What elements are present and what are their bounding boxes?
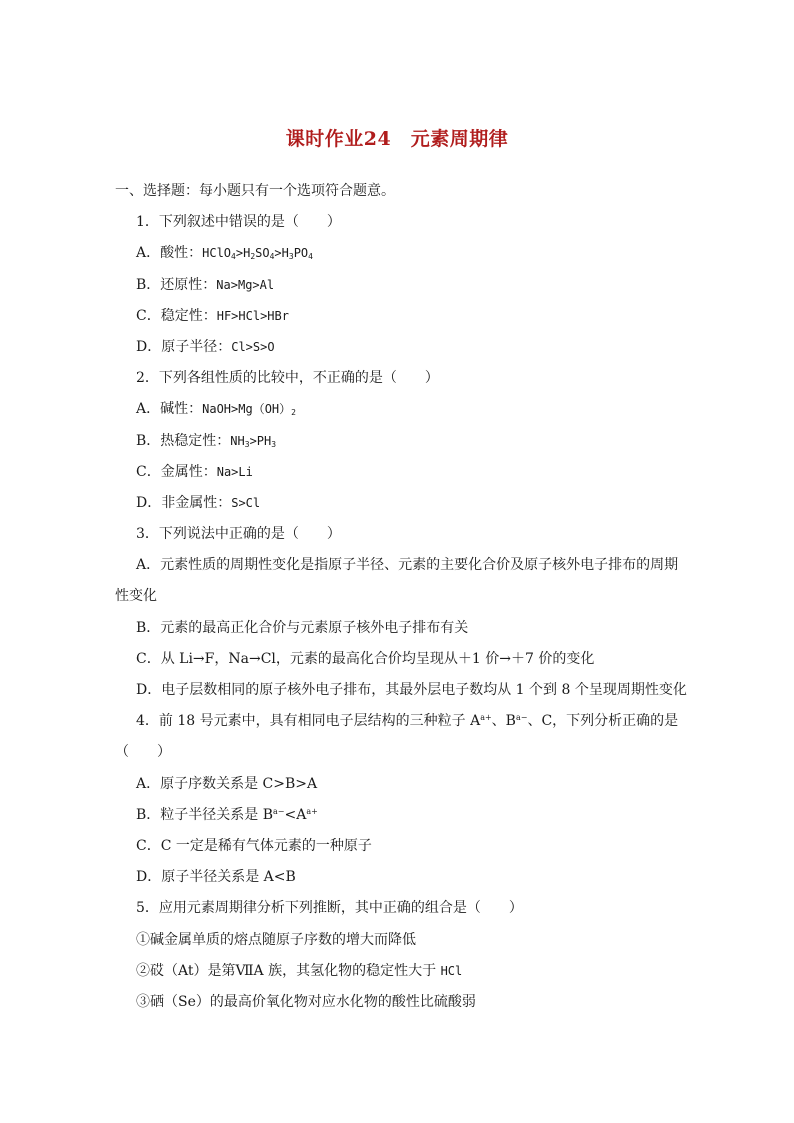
- question-1-option-c: C．稳定性：HF>HCl>HBr: [136, 307, 289, 324]
- question-2-option-b: B．热稳定性：$NH_3>PH_3$: [136, 432, 277, 449]
- question-4-option-a: A．原子序数关系是 C>B>A: [136, 775, 318, 792]
- question-2-option-c: C．金属性：Na>Li: [136, 463, 253, 480]
- question-3-option-a: A．元素性质的周期性变化是指原子半径、元素的主要化合价及原子核外电子排布的周期: [136, 557, 679, 574]
- question-3-option-b: B．元素的最高正化合价与元素原子核外电子排布有关: [136, 619, 469, 636]
- question-1-option-d: D．原子半径：Cl>S>O: [136, 338, 275, 355]
- question-1-option-a: A．酸性：$HClO_4>H_2SO_4>H_3PO_4$: [136, 245, 313, 262]
- question-4-answer-paren: （ ）: [115, 744, 171, 761]
- question-4-stem: 4．前 18 号元素中，具有相同电子层结构的三种粒子 $A^{a+}$、$B^{a-}$、C，下列分析正确的是: [136, 713, 679, 730]
- question-content: [115, 176, 685, 1018]
- question-3-option-a-continued: 性变化: [115, 588, 157, 605]
- question-5-stem: 5．应用元素周期律分析下列推断，其中正确的组合是（ ）: [136, 900, 523, 917]
- question-2-stem: 2．下列各组性质的比较中，不正确的是（ ）: [136, 370, 439, 387]
- question-1-option-b: B．还原性：Na>Mg>Al: [136, 276, 275, 293]
- page-title: 课时作业24 元素周期律: [285, 128, 509, 150]
- section-heading: 一、选择题：每小题只有一个选项符合题意。: [115, 183, 395, 199]
- question-2-option-d: D．非金属性：S>Cl: [136, 494, 261, 511]
- question-4-option-d: D．原子半径关系是 A<B: [136, 869, 296, 886]
- question-2-option-a: A．碱性：$NaOH>Mg(OH)_2$: [136, 401, 296, 418]
- question-3-stem: 3．下列说法中正确的是（ ）: [136, 526, 341, 543]
- question-3-option-c: C．从 Li→F，Na→Cl，元素的最高化合价均呈现从＋1 价→＋7 价的变化: [136, 650, 595, 667]
- question-4-option-b: B．粒子半径关系是 $B^{a-}<A^{a+}$: [136, 806, 318, 823]
- question-1-stem: 1．下列叙述中错误的是（ ）: [136, 214, 341, 231]
- question-4-option-c: C．C 一定是稀有气体元素的一种原子: [136, 837, 372, 854]
- question-5-item-3: ③硒（Se）的最高价氧化物对应水化物的酸性比硫酸弱: [136, 993, 476, 1010]
- question-5-item-1: ①碱金属单质的熔点随原子序数的增大而降低: [136, 931, 416, 948]
- question-5-item-2: ②砹（At）是第ⅦA 族，其氢化物的稳定性大于 HCl: [136, 962, 463, 979]
- question-3-option-d: D．电子层数相同的原子核外电子排布，其最外层电子数均从 1 个到 8 个呈现周期性变化: [136, 682, 687, 698]
